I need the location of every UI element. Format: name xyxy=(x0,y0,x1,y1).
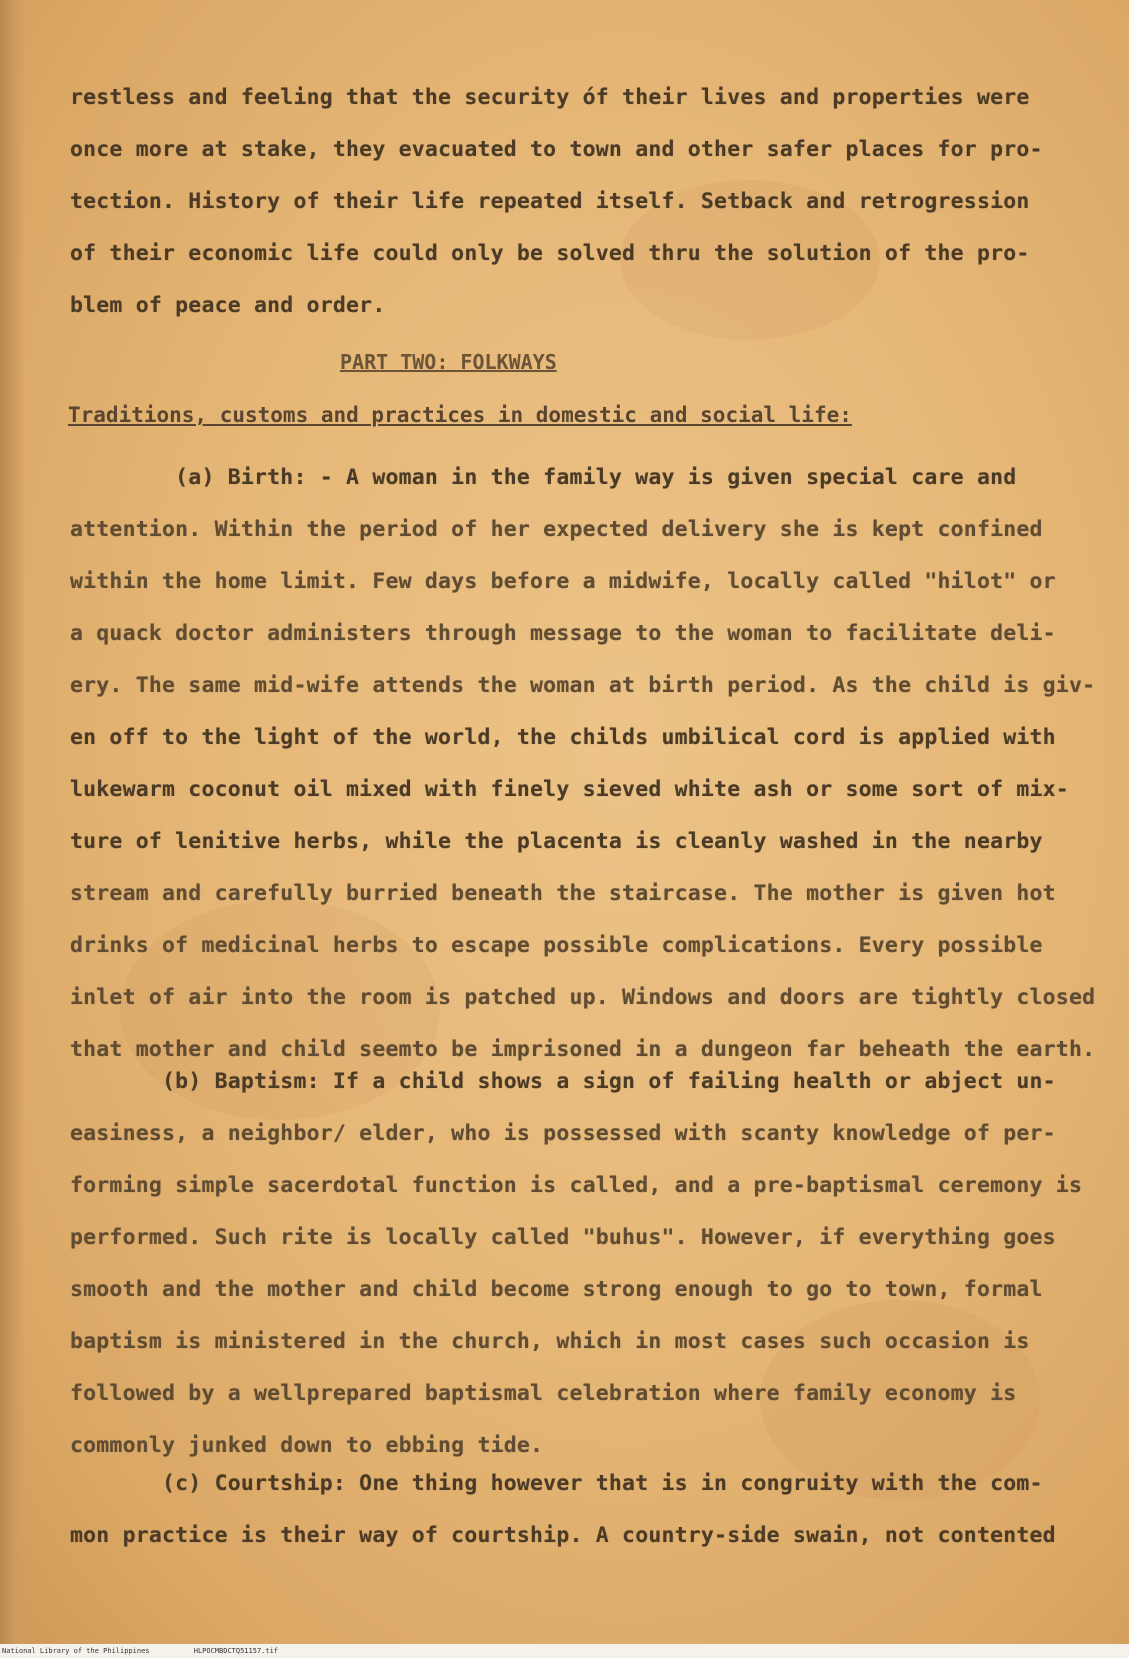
text-line: commonly junked down to ebbing tide. xyxy=(70,1433,544,1458)
text-line: smooth and the mother and child become strong enough to go to town, formal xyxy=(70,1277,1043,1302)
text-line: attention. Within the period of her expected delivery she is kept confined xyxy=(70,517,1043,542)
text-line: (a) Birth: - A woman in the family way is given special care and xyxy=(70,465,1017,490)
text-line: blem of peace and order. xyxy=(70,293,386,318)
file-identifier: HLPOCMBDCTQ51157.tif xyxy=(193,1647,279,1655)
text-line: baptism is ministered in the church, which in most cases such occasion is xyxy=(70,1329,1030,1354)
text-line: that mother and child seemto be imprisoned in a dungeon far beheath the earth. xyxy=(70,1037,1096,1062)
text-line: tection. History of their life repeated itself. Setback and retrogression xyxy=(70,189,1030,214)
baptism-paragraph xyxy=(70,1056,1083,1472)
text-line: lukewarm coconut oil mixed with finely sieved white ash or some sort of mix- xyxy=(70,777,1069,802)
text-line: ture of lenitive herbs, while the placenta is cleanly washed in the nearby xyxy=(70,829,1043,854)
intro-paragraph xyxy=(70,72,1060,332)
text-line: drinks of medicinal herbs to escape possible complications. Every possible xyxy=(70,933,1043,958)
text-line: forming simple sacerdotal function is called, and a pre-baptismal ceremony is xyxy=(70,1173,1083,1198)
text-line: restless and feeling that the security óf their lives and properties were xyxy=(70,85,1030,110)
text-line: (b) Baptism: If a child shows a sign of failing health or abject un- xyxy=(70,1069,1056,1094)
section-heading: Traditions, customs and practices in domestic and social life: xyxy=(68,403,852,427)
part-heading: PART TWO: FOLKWAYS xyxy=(340,350,557,374)
text-line: ery. The same mid-wife attends the woman at birth period. As the child is giv- xyxy=(70,673,1096,698)
text-line: performed. Such rite is locally called "buhus". However, if everything goes xyxy=(70,1225,1056,1250)
text-line: mon practice is their way of courtship. A country-side swain, not contented xyxy=(70,1523,1056,1548)
text-line: stream and carefully burried beneath the staircase. The mother is given hot xyxy=(70,881,1056,906)
text-line: within the home limit. Few days before a midwife, locally called "hilot" or xyxy=(70,569,1056,594)
library-credit: National Library of the Philippines xyxy=(2,1647,150,1655)
scan-footer xyxy=(0,1644,1129,1658)
birth-paragraph xyxy=(70,452,1096,1076)
text-line: easiness, a neighbor/ elder, who is possessed with scanty knowledge of per- xyxy=(70,1121,1056,1146)
courtship-paragraph xyxy=(70,1458,1060,1562)
scan-edge-shadow xyxy=(0,0,26,1644)
text-line: of their economic life could only be solved thru the solution of the pro- xyxy=(70,241,1030,266)
text-line: once more at stake, they evacuated to town and other safer places for pro- xyxy=(70,137,1043,162)
text-line: (c) Courtship: One thing however that is in congruity with the com- xyxy=(70,1471,1043,1496)
text-line: inlet of air into the room is patched up. Windows and doors are tightly closed xyxy=(70,985,1096,1010)
text-line: en off to the light of the world, the childs umbilical cord is applied with xyxy=(70,725,1056,750)
text-line: followed by a wellprepared baptismal celebration where family economy is xyxy=(70,1381,1017,1406)
text-line: a quack doctor administers through message to the woman to facilitate deli- xyxy=(70,621,1056,646)
